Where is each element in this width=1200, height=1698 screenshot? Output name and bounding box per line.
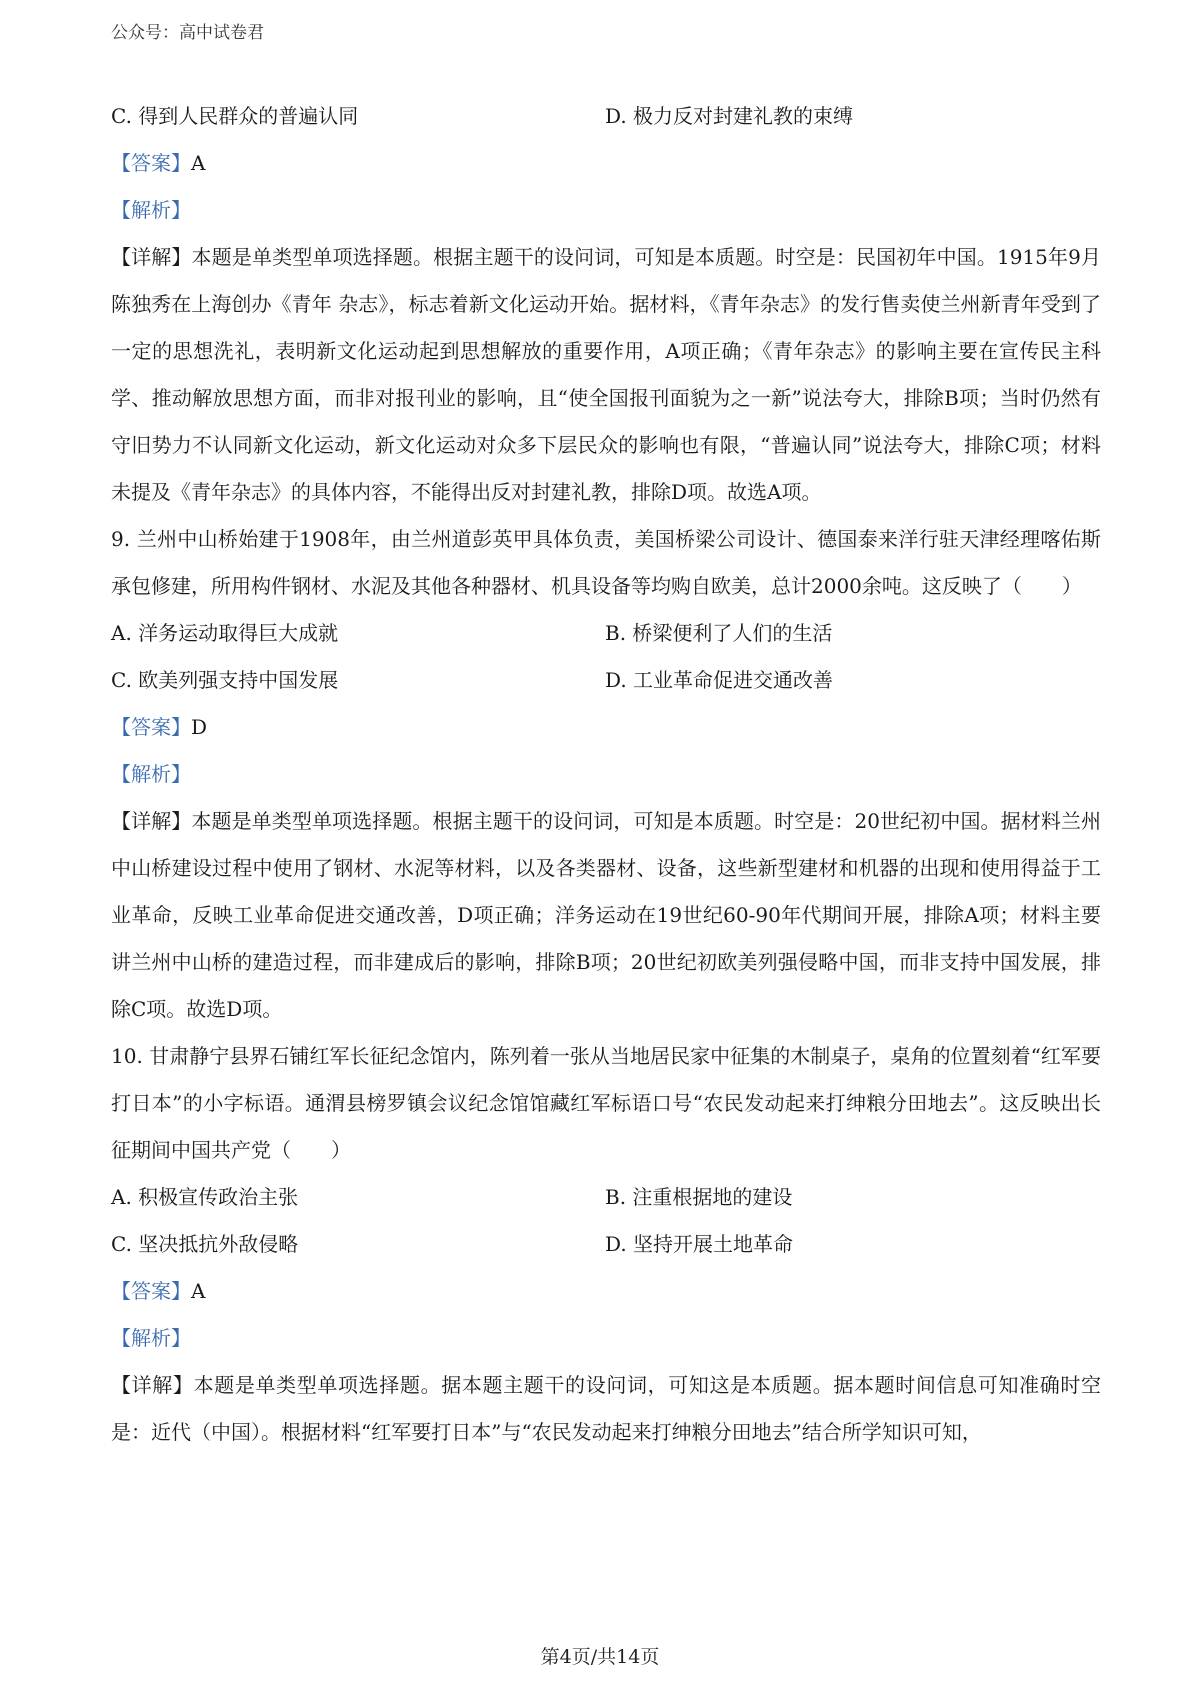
- answer-value: D: [191, 715, 208, 739]
- detail-tag: 【详解】: [111, 245, 192, 269]
- q9-options-row-1: [111, 610, 1101, 657]
- q8-option-c: C. 得到人民群众的普遍认同: [111, 104, 359, 128]
- header-account: 公众号：高中试卷君: [111, 23, 264, 43]
- detail-tag: 【详解】: [111, 809, 192, 833]
- answer-value: A: [191, 1279, 206, 1303]
- page-content: [111, 93, 1101, 1456]
- q10-option-a: A. 积极宣传政治主张: [111, 1185, 299, 1209]
- detail-text: 本题是单类型单项选择题。据本题主题干的设问词，可知这是本质题。据本题时间信息可知准确时空是：近代（中国）。根据材料“红军要打日本”与“农民发动起来打绅粮分田地去”结合所学知识可知，: [111, 1373, 1102, 1444]
- q10-stem: 10. 甘肃静宁县界石铺红军长征纪念馆内，陈列着一张从当地居民家中征集的木制桌子，桌角的位置刻着“红军要打日本”的小字标语。通渭县榜罗镇会议纪念馆馆藏红军标语口号“农民发动起来打绅粮分田地去”。这反映出长征期间中国共产党（ ）: [111, 1044, 1101, 1162]
- q10-analysis-tag: 【解析】: [111, 1326, 191, 1350]
- q9-detail: [111, 798, 1101, 1033]
- answer-tag: 【答案】: [111, 151, 191, 175]
- q10-option-b: B. 注重根据地的建设: [605, 1185, 793, 1209]
- q10-options-row-1: [111, 1174, 1101, 1221]
- q8-option-d: D. 极力反对封建礼教的束缚: [605, 104, 854, 128]
- q9-option-d: D. 工业革命促进交通改善: [605, 668, 834, 692]
- q8-answer: [111, 140, 1101, 187]
- q8-options-row: [111, 93, 1101, 140]
- q9-option-c: C. 欧美列强支持中国发展: [111, 668, 339, 692]
- q9-option-a: A. 洋务运动取得巨大成就: [111, 621, 339, 645]
- q9-stem: 9. 兰州中山桥始建于1908年，由兰州道彭英甲具体负责，美国桥梁公司设计、德国泰来洋行驻天津经理喀佑斯承包修建，所用构件钢材、水泥及其他各种器材、机具设备等均购自欧美，总计2000余吨。这反映了（ ）: [111, 527, 1101, 598]
- detail-text: 本题是单类型单项选择题。根据主题干的设问词，可知是本质题。时空是：民国初年中国。1915年9月陈独秀在上海创办《青年 杂志》，标志着新文化运动开始。据材料，《青年杂志》的发行售卖使兰州新青年受到了一定的思想洗礼，表明新文化运动起到思想解放的重要作用，A项正确；《青年杂志》的影响主要在宣传民主科学、推动解放思想方面，而非对报刊业的影响，且“使全国报刊面貌为之一新”说法夸大，排除B项；当时仍然有守旧势力不认同新文化运动，新文化运动对众多下层民众的影响也有限，“普遍认同”说法夸大，排除C项；材料未提及《青年杂志》的具体内容，不能得出反对封建礼教，排除D项。故选A项。: [111, 245, 1102, 504]
- q10-detail: [111, 1362, 1101, 1456]
- q9-option-b: B. 桥梁便利了人们的生活: [605, 621, 833, 645]
- page-number: 第4页/共14页: [540, 1646, 660, 1668]
- q10-options-row-2: [111, 1221, 1101, 1268]
- q8-detail: [111, 234, 1101, 516]
- q8-analysis-tag: 【解析】: [111, 198, 191, 222]
- q9-analysis-tag: 【解析】: [111, 762, 191, 786]
- q10-option-d: D. 坚持开展土地革命: [605, 1232, 794, 1256]
- answer-tag: 【答案】: [111, 1279, 191, 1303]
- q9-answer: [111, 704, 1101, 751]
- q9-options-row-2: [111, 657, 1101, 704]
- answer-tag: 【答案】: [111, 715, 191, 739]
- detail-tag: 【详解】: [111, 1373, 194, 1397]
- detail-text: 本题是单类型单项选择题。根据主题干的设问词，可知是本质题。时空是：20世纪初中国。据材料兰州中山桥建设过程中使用了钢材、水泥等材料，以及各类器材、设备，这些新型建材和机器的出现和使用得益于工业革命，反映工业革命促进交通改善，D项正确；洋务运动在19世纪60-90年代期间开展，排除A项；材料主要讲兰州中山桥的建造过程，而非建成后的影响，排除B项；20世纪初欧美列强侵略中国，而非支持中国发展，排除C项。故选D项。: [111, 809, 1102, 1021]
- answer-value: A: [191, 151, 206, 175]
- q10-answer: [111, 1268, 1101, 1315]
- q10-option-c: C. 坚决抵抗外敌侵略: [111, 1232, 299, 1256]
